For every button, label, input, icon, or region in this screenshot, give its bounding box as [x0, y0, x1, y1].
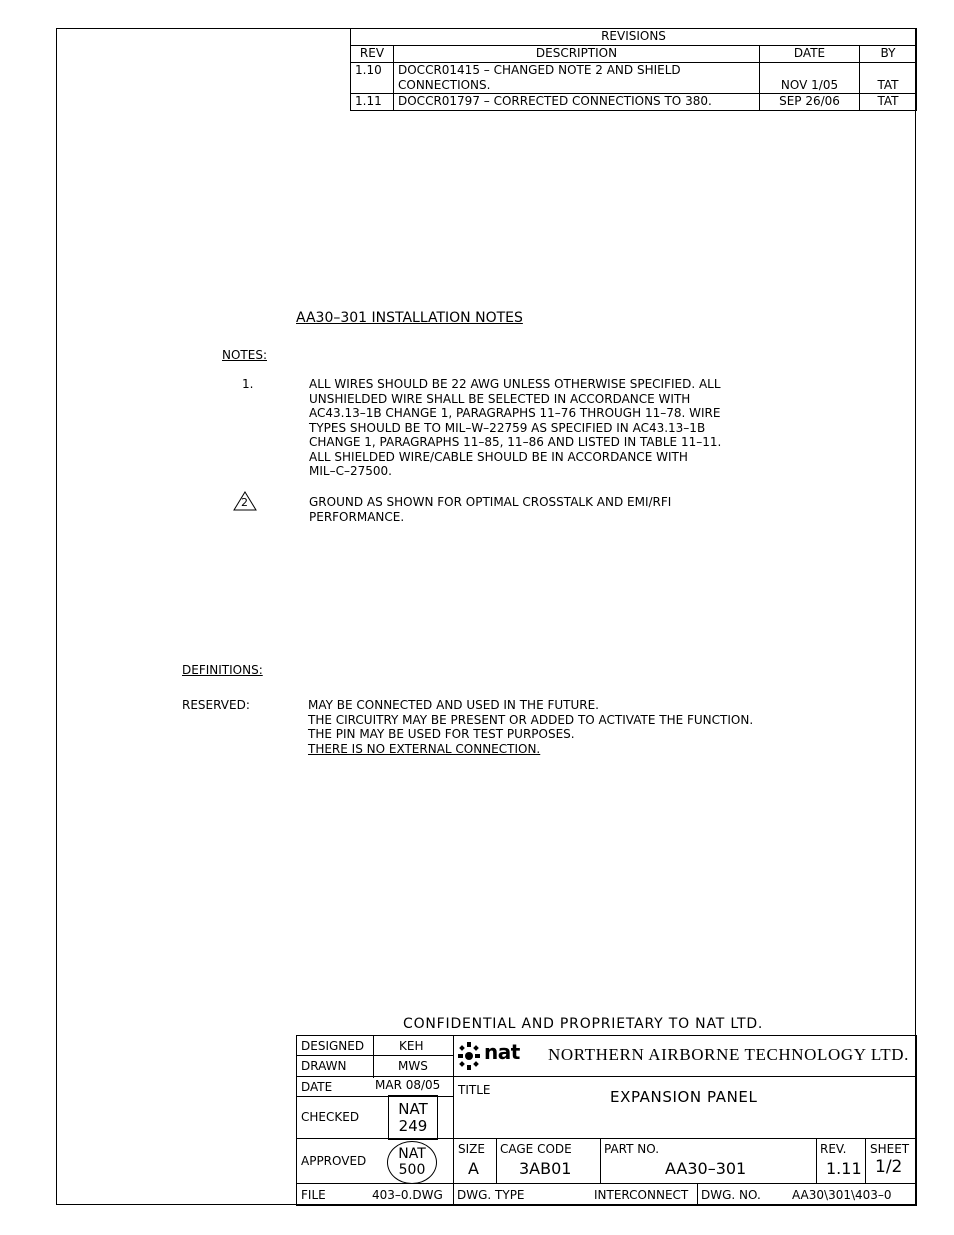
grid-line [296, 1076, 917, 1077]
checked-stamp [388, 1095, 438, 1140]
rev-column-header: REV [351, 46, 394, 63]
cage-code-label: CAGE CODE [500, 1142, 572, 1156]
description-column-header: DESCRIPTION [394, 46, 760, 63]
grid-line [496, 1138, 497, 1183]
checked-stamp-line: NAT [398, 1100, 428, 1118]
part-number-value: AA30–301 [665, 1159, 747, 1178]
delta-note-marker [233, 491, 257, 511]
rev-label: REV. [820, 1142, 847, 1156]
sheet-value: 1/2 [875, 1157, 903, 1177]
grid-line [697, 1183, 698, 1206]
logo-wordmark: nat [484, 1040, 520, 1064]
delta-note-number: 2 [241, 496, 248, 509]
confidential-notice: CONFIDENTIAL AND PROPRIETARY TO NAT LTD. [403, 1016, 764, 1032]
revisions-header: REVISIONS [351, 29, 917, 46]
cage-code-value: 3AB01 [519, 1159, 572, 1178]
reserved-label: RESERVED: [182, 698, 250, 712]
revision-date: NOV 1/05 [760, 63, 860, 94]
drawn-label: DRAWN [301, 1059, 347, 1073]
notes-label: NOTES: [222, 348, 267, 362]
date-value: MAR 08/05 [375, 1078, 441, 1092]
grid-line [865, 1138, 866, 1183]
revision-description-line: DOCCR01415 – CHANGED NOTE 2 AND SHIELD [398, 63, 681, 77]
approved-stamp-line: NAT [398, 1146, 426, 1162]
part-number-label: PART NO. [604, 1142, 660, 1156]
designed-label: DESIGNED [301, 1039, 365, 1053]
grid-line [816, 1138, 817, 1183]
size-label: SIZE [458, 1142, 485, 1156]
reserved-definition: MAY BE CONNECTED AND USED IN THE FUTURE. THE CIRCUITRY MAY BE PRESENT OR ADDED TO ACTIVATE THE FUNCTION. THE PIN MAY BE USED FOR TEST PURPOSES. [308, 698, 754, 741]
reserved-definition-underlined: THERE IS NO EXTERNAL CONNECTION. [308, 742, 541, 756]
checked-label: CHECKED [301, 1110, 360, 1124]
revision-description: DOCCR01797 – CORRECTED CONNECTIONS TO 380. [394, 94, 760, 111]
revision-by: TAT [860, 94, 917, 111]
checked-stamp-line: 249 [398, 1117, 428, 1135]
grid-line [453, 1035, 454, 1206]
dwg-number-value: AA30\301\403–0 [792, 1188, 892, 1202]
drawn-value: MWS [398, 1059, 428, 1073]
revision-number: 1.11 [351, 94, 394, 111]
file-label: FILE [301, 1188, 326, 1202]
rev-value: 1.11 [826, 1159, 862, 1178]
file-value: 403–0.DWG [372, 1188, 443, 1202]
revision-description-line: CONNECTIONS. [398, 78, 491, 92]
grid-line [600, 1138, 601, 1183]
revisions-table [350, 28, 917, 111]
date-column-header: DATE [760, 46, 860, 63]
sheet-label: SHEET [870, 1142, 910, 1156]
nat-logo-icon [458, 1042, 480, 1070]
revision-description [394, 63, 760, 94]
installation-notes-title: AA30–301 INSTALLATION NOTES [296, 310, 523, 326]
grid-line [373, 1035, 374, 1078]
dwg-number-label: DWG. NO. [701, 1188, 761, 1202]
note-text: ALL WIRES SHOULD BE 22 AWG UNLESS OTHERWISE SPECIFIED. ALL UNSHIELDED WIRE SHALL BE SELECTED IN ACCORDANCE WITH AC43.13–1B CHANGE 1, PARAGRAPHS 11–76 THROUGH 11–78. WIRE TYPES SHOULD BE TO MIL–W–22759 AS SPECIFIED IN AC43.13–1B CHANGE 1, PARAGRAPHS 11–85, 11–86 AND LISTED IN TABLE 11–11. ALL SHIELDED WIRE/CABLE SHOULD BE IN ACCORDANCE WITH MIL–C–27500. [309, 377, 722, 478]
revision-by: TAT [860, 63, 917, 94]
title-label: TITLE [458, 1083, 491, 1097]
note-number: 1. [242, 377, 254, 391]
approved-stamp-line: 500 [398, 1162, 426, 1178]
definitions-label: DEFINITIONS: [182, 663, 263, 677]
revision-number: 1.10 [351, 63, 394, 94]
by-column-header: BY [860, 46, 917, 63]
revision-date: SEP 26/06 [760, 94, 860, 111]
revision-row [351, 63, 917, 94]
grid-line [296, 1183, 917, 1184]
revision-row [351, 94, 917, 111]
designed-value: KEH [399, 1039, 424, 1053]
approved-label: APPROVED [301, 1154, 367, 1168]
note-text: GROUND AS SHOWN FOR OPTIMAL CROSSTALK AND EMI/RFI PERFORMANCE. [309, 495, 672, 524]
grid-line [296, 1055, 453, 1056]
size-value: A [468, 1159, 479, 1178]
company-name: NORTHERN AIRBORNE TECHNOLOGY LTD. [548, 1045, 909, 1064]
dwg-type-label: DWG. TYPE [457, 1188, 525, 1202]
date-label: DATE [301, 1080, 333, 1094]
drawing-title: EXPANSION PANEL [610, 1088, 758, 1106]
approved-stamp [387, 1141, 437, 1184]
dwg-type-value: INTERCONNECT [594, 1188, 689, 1202]
